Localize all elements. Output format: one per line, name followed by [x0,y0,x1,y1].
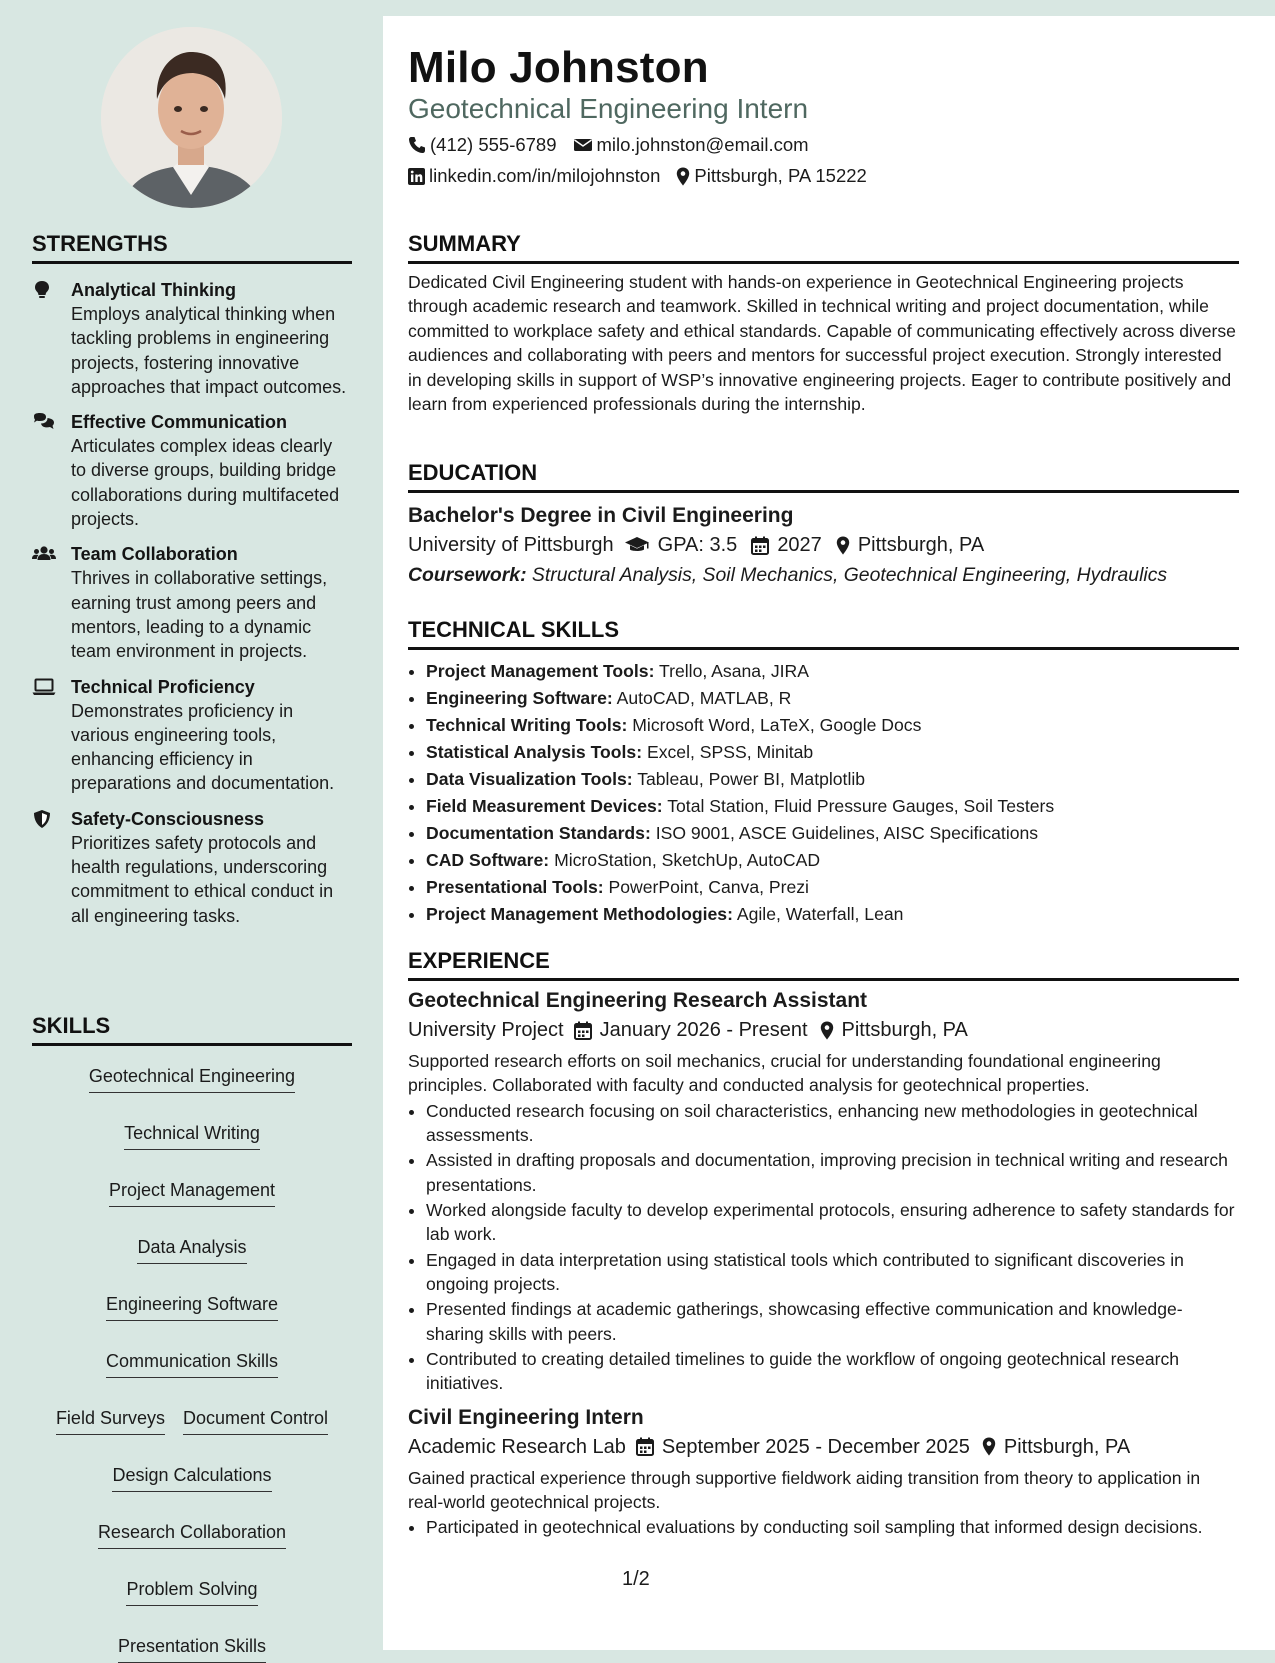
skill-tag: Design Calculations [112,1461,271,1492]
summary-heading: SUMMARY [408,231,1239,264]
email-contact[interactable] [573,134,809,156]
skill-tag: Problem Solving [126,1575,257,1606]
envelope-icon [573,137,593,153]
email-text: milo.johnston@email.com [596,134,809,155]
calendar-icon [574,1021,592,1040]
map-pin-icon [820,1021,834,1040]
skill-tag: Field Surveys [56,1404,165,1435]
technical-skill-value: MicroStation, SketchUp, AutoCAD [554,850,821,870]
skill-tag: Geotechnical Engineering [89,1062,295,1093]
candidate-role: Geotechnical Engineering Intern [408,93,809,124]
skill-tag: Research Collaboration [98,1518,286,1549]
technical-skill-label: Project Management Methodologies: [426,904,733,924]
lightbulb-icon [32,280,56,300]
job-bullet: • Assisted in drafting proposals and documentation, improving precision in technical writing and research presentations. [426,1148,1239,1197]
linkedin-contact[interactable] [408,165,660,187]
shield-icon [32,809,56,829]
technical-skill-value: Trello, Asana, JIRA [659,661,809,681]
strength-text: Articulates complex ideas clearly to diverse groups, building bridge collaborations during multifaceted projects. [71,436,340,530]
contact-row-1 [408,134,809,156]
laptop-icon [32,677,56,697]
job-org: University Project [408,1019,564,1041]
job-bullet: • Worked alongside faculty to develop experimental protocols, ensuring adherence to safety standards for lab work. [426,1198,1239,1247]
linkedin-text: linkedin.com/in/milojohnston [429,165,661,186]
technical-skill-label: Field Measurement Devices: [426,796,663,816]
technical-skill-value: AutoCAD, MATLAB, R [616,688,792,708]
location-text: Pittsburgh, PA 15222 [694,165,867,186]
job-org: Academic Research Lab [408,1435,626,1458]
graduation-cap-icon [624,536,650,554]
strengths-section [32,231,352,928]
degree-title: Bachelor's Degree in Civil Engineering [408,504,794,527]
education-location: Pittsburgh, PA [857,534,985,556]
strengths-heading: STRENGTHS [32,231,352,264]
technical-skill-label: Presentational Tools: [426,877,604,897]
map-pin-icon [836,536,850,555]
phone-text: (412) 555-6789 [430,134,557,155]
strength-title: Effective Communication [71,412,288,433]
summary-text: Dedicated Civil Engineering student with hands-on experience in Geotechnical Engineering projects through academic research and teamwork. Skilled in technical writing and project documentation, while committed to workplace safety and ethical standards. Capable of communicating effectively across diverse audiences and collaborating with peers and mentors for successful project execution. Strongly interested in developing skills in support of WSP’s innovative engineering projects. Eager to contribute positively and learn from experienced professionals during the internship. [408,272,1236,415]
technical-skill-label: CAD Software: [426,850,550,870]
job-location: Pittsburgh, PA [1003,1435,1131,1458]
experience-heading: EXPERIENCE [408,948,1239,981]
school-name: University of Pittsburgh [408,534,614,556]
technical-skill-value: ISO 9001, ASCE Guidelines, AISC Specifications [655,823,1039,843]
experience-section [408,948,1239,1541]
strength-item [32,675,352,796]
summary-section [408,231,1239,416]
strength-title: Safety-Consciousness [71,808,265,829]
main-content [383,16,1275,1650]
technical-skill-item [426,713,1239,737]
strength-title: Analytical Thinking [71,280,237,300]
job-meta [408,1432,1239,1462]
technical-skill-label: Documentation Standards: [426,823,651,843]
candidate-name: Milo Johnston [408,43,709,92]
job-bullets [408,1515,1239,1539]
technical-skill-value: Total Station, Fluid Pressure Gauges, Soil Testers [667,796,1055,816]
strength-text: Prioritizes safety protocols and health regulations, underscoring commitment to ethical conduct in all engineering tasks. [71,832,334,926]
location-contact [676,165,866,187]
skills-section [32,1013,352,1663]
job-bullet: • Engaged in data interpretation using statistical tools which contributed to significant discoveries in ongoing projects. [426,1248,1239,1297]
sidebar [0,0,383,1656]
coursework-label: Coursework: [408,564,527,586]
strength-item [32,410,352,531]
strength-text: Thrives in collaborative settings, earning trust among peers and mentors, leading to a dynamic team environment in projects. [71,568,328,662]
job-bullets [408,1099,1239,1396]
job-summary: Supported research efforts on soil mechanics, crucial for understanding foundational engineering principles. Collaborated with faculty and conducted analysis for geotechnical properties. [408,1051,1161,1096]
map-pin-icon [982,1437,996,1456]
strength-text: Employs analytical thinking when tackling problems in engineering projects, fostering innovative approaches that impact outcomes. [71,304,347,397]
gpa-value: GPA: 3.5 [657,534,738,556]
technical-skill-item [426,902,1239,926]
technical-skill-item [426,686,1239,710]
page-number: 1/2 [622,1568,650,1590]
technical-skill-item [426,740,1239,764]
skill-tag: Communication Skills [106,1347,278,1378]
skill-tag: Engineering Software [106,1290,278,1321]
technical-skill-item [426,821,1239,845]
education-section [408,460,1239,590]
technical-skill-value: Microsoft Word, LaTeX, Google Docs [632,715,922,735]
technical-skills-list [408,659,1239,926]
contact-row-2 [408,165,867,187]
skills-heading: SKILLS [32,1013,352,1046]
skill-tag: Document Control [183,1404,328,1435]
technical-skills-heading: TECHNICAL SKILLS [408,617,1239,650]
job-bullet: • Participated in geotechnical evaluations by conducting soil sampling that informed design decisions. [426,1515,1239,1539]
skill-tag: Technical Writing [124,1119,260,1150]
strength-item [32,807,352,928]
technical-skill-label: Engineering Software: [426,688,613,708]
job-dates: September 2025 - December 2025 [661,1435,970,1458]
strength-title: Team Collaboration [71,544,238,565]
technical-skill-value: PowerPoint, Canva, Prezi [608,877,809,897]
technical-skill-value: Agile, Waterfall, Lean [736,904,904,924]
technical-skill-item [426,875,1239,899]
education-meta [408,530,1239,560]
job-meta [408,1015,1239,1045]
calendar-icon [636,1437,654,1456]
strength-text: Demonstrates proficiency in various engineering tools, enhancing efficiency in preparations and documentation. [71,700,335,794]
job-bullet: • Conducted research focusing on soil characteristics, enhancing new methodologies in geotechnical assessments. [426,1099,1239,1148]
strength-item [32,542,352,663]
strength-item [32,278,352,399]
coursework-list: Structural Analysis, Soil Mechanics, Geotechnical Engineering, Hydraulics [531,564,1168,586]
phone-contact[interactable] [408,134,557,156]
technical-skill-item [426,767,1239,791]
profile-photo [101,27,282,208]
technical-skills-section [408,617,1239,929]
map-pin-icon [676,167,690,186]
skills-tag-list [32,1062,352,1663]
job-title: Geotechnical Engineering Research Assistant [408,989,868,1012]
job-bullet: • Contributed to creating detailed timelines to guide the workflow of ongoing geotechnical research initiatives. [426,1347,1239,1396]
job-title: Civil Engineering Intern [408,1405,644,1429]
calendar-icon [751,536,769,555]
technical-skill-label: Technical Writing Tools: [426,715,628,735]
skill-tag: Data Analysis [137,1233,246,1264]
technical-skill-item [426,659,1239,683]
skill-tag: Project Management [109,1176,275,1207]
technical-skill-item [426,794,1239,818]
technical-skill-label: Project Management Tools: [426,661,655,681]
technical-skill-value: Excel, SPSS, Minitab [646,742,814,762]
phone-icon [408,136,426,154]
graduation-year: 2027 [777,534,822,556]
skill-tag: Presentation Skills [118,1632,266,1663]
job-dates: January 2026 - Present [599,1019,808,1041]
comments-icon [32,412,56,432]
technical-skill-value: Tableau, Power BI, Matplotlib [637,769,866,789]
technical-skill-item [426,848,1239,872]
coursework [408,560,1239,590]
job-location: Pittsburgh, PA [841,1019,968,1041]
linkedin-icon [408,168,425,185]
job-summary: Gained practical experience through supportive fieldwork aiding transition from theory to application in real-world geotechnical projects. [408,1467,1201,1513]
technical-skill-label: Statistical Analysis Tools: [426,742,643,762]
users-icon [32,544,56,564]
profile-photo-illustration [101,27,282,208]
strength-title: Technical Proficiency [71,676,255,697]
job-bullet: • Presented findings at academic gatherings, showcasing effective communication and knowledge-sharing skills with peers. [426,1297,1239,1346]
technical-skill-label: Data Visualization Tools: [426,769,633,789]
education-heading: EDUCATION [408,460,1239,493]
